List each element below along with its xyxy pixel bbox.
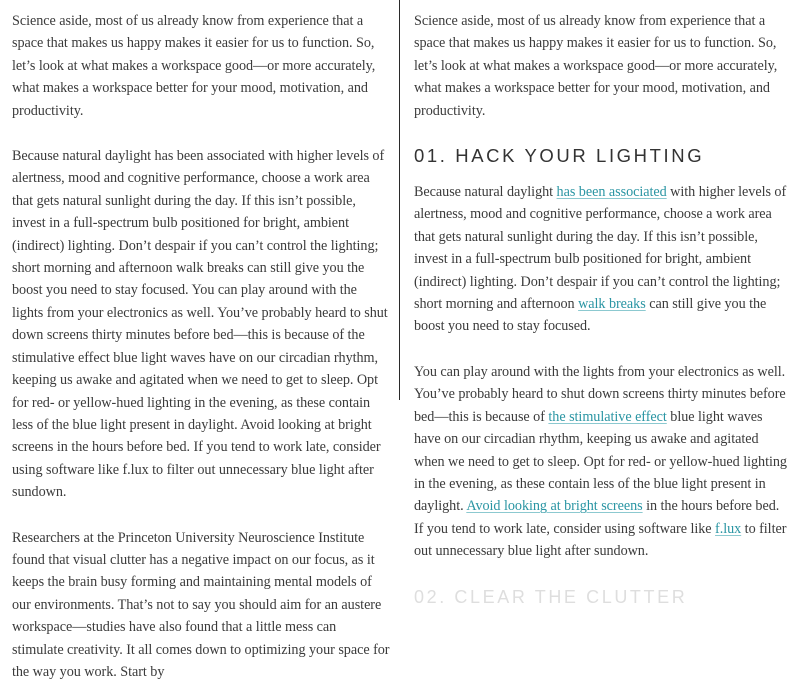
- section-heading-lighting: 01. HACK YOUR LIGHTING: [414, 145, 705, 167]
- section-heading-clutter-partial: 02. CLEAR THE CLUTTER: [414, 586, 688, 607]
- link-stimulative-effect[interactable]: the stimulative effect: [548, 408, 667, 425]
- text-segment: Because natural daylight: [414, 184, 557, 201]
- link-walk-breaks[interactable]: walk breaks: [578, 296, 646, 313]
- text-segment: blue light waves have on our circadian rhythm, keeping us awake and agitated when we need to get to sleep. Opt for red- or yellow-hued lighting in the evening, as these contain less of the blue light present in daylight.: [414, 408, 787, 515]
- left-paragraph-lighting: Because natural daylight has been associated with higher levels of alertness, mood and cognitive performance, choose a work area that gets natural sunlight during the day. If this isn’t possible, invest in a full-spectrum bulb positioned for bright, ambient (indirect) lighting. Don’t despair if you can’t control the lighting; short morning and afternoon walk breaks can still give you the boost you need to stay focused. You can play around with the lights from your electronics as well. You’ve probably heard to shut down screens thirty minutes before bed—this is because of the stimulative effect blue light waves have on our circadian rhythm, keeping us awake and agitated when we need to get to sleep. Opt for red- or yellow-hued lighting in the evening, as these contain less of the blue light present in daylight. Avoid looking at bright screens in the hours before bed. If you tend to work late, consider using software like f.lux to filter out unnecessary blue light after sundown.: [12, 148, 388, 501]
- text-segment: You can play around with the lights from your electronics as well. You’ve probably heard to shut down screens thirty minutes before bed—this is because of: [414, 363, 786, 425]
- left-paragraph-intro: Science aside, most of us already know from experience that a space that makes us happy makes it easier for us to function. So, let’s look at what makes a workspace good—or more accurately, what makes a workspace better for your mood, motivation, and productivity.: [12, 13, 376, 119]
- right-paragraph-electronics: [414, 361, 792, 563]
- text-segment: can still give you the boost you need to stay focused.: [414, 296, 767, 335]
- link-flux[interactable]: f.lux: [715, 520, 742, 537]
- right-article-body: [414, 10, 792, 607]
- right-paragraph-intro: Science aside, most of us already know from experience that a space that makes us happy makes it easier for us to function. So, let’s look at what makes a workspace good—or more accurately, what makes a workspace better for your mood, motivation, and productivity.: [414, 13, 778, 119]
- text-segment: to filter out unnecessary blue light after sundown.: [414, 520, 787, 560]
- right-pane-formatted-article: [400, 0, 800, 607]
- left-paragraph-clutter: Researchers at the Princeton University Neuroscience Institute found that visual clutter has a negative impact on our focus, as it keeps the brain busy forming and maintaining mental models of our environments. That’s not to say you should aim for an austere workspace—studies have also found that a little mess can stimulate creativity. It all comes down to optimizing your space for the way you work. Start by: [12, 529, 390, 680]
- text-segment: in the hours before bed. If you tend to work late, consider using software like: [414, 498, 780, 537]
- text-segment: with higher levels of alertness, mood and cognitive performance, choose a work area that gets natural sunlight during the day. If this isn’t possible, invest in a full-spectrum bulb positioned for bright, ambient (indirect) lighting. Don’t despair if you can’t control the lighting; short morning and afternoon: [414, 184, 787, 313]
- left-pane-plain-article: [0, 0, 399, 680]
- left-article-body: [12, 10, 390, 683]
- link-avoid-bright-screens[interactable]: Avoid looking at bright screens: [466, 498, 643, 515]
- right-paragraph-daylight: [414, 181, 792, 338]
- link-has-been-associated[interactable]: has been associated: [556, 184, 667, 201]
